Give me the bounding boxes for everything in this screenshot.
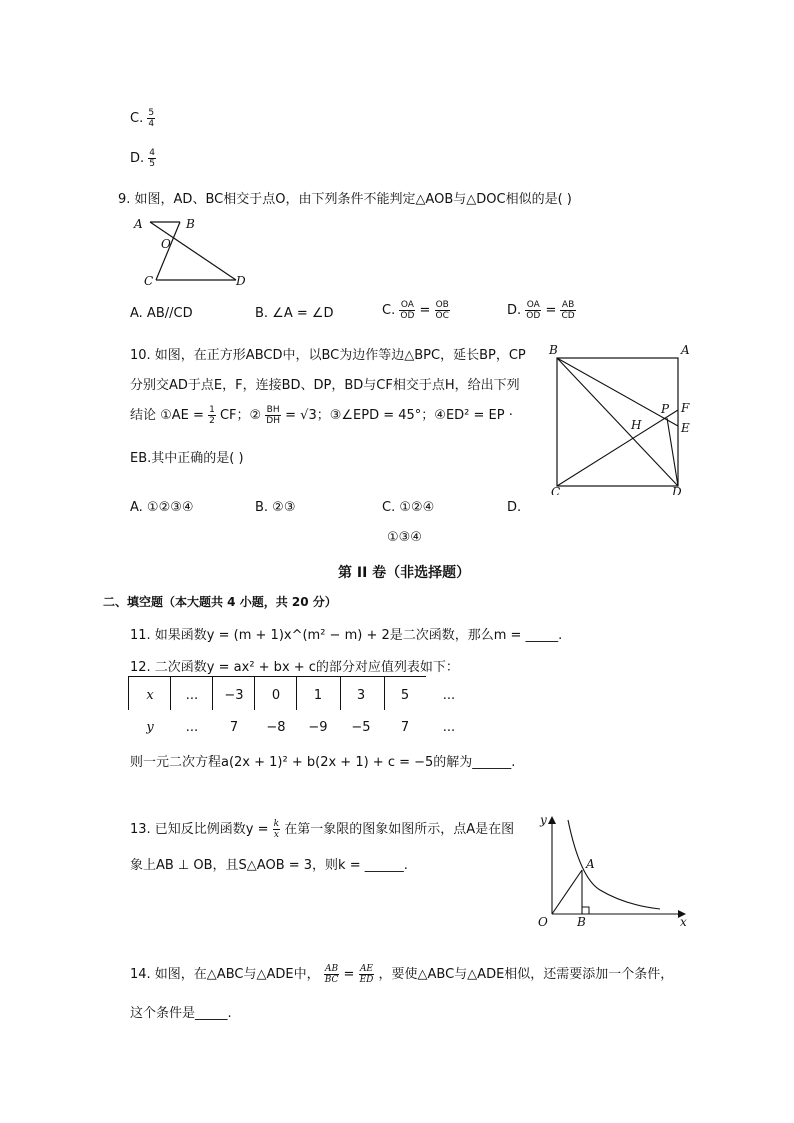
table-cell: −5 <box>351 720 371 735</box>
table-cell: y <box>146 720 154 735</box>
q9-option-c: C. $\frac{OA}{OD}$ = $\frac{OB}{OC}$ <box>382 300 449 321</box>
label-e: E <box>681 421 690 435</box>
q9-stem: 9. 如图，AD、BC相交于点O，由下列条件不能判定△AOB与△DOC相似的是( ) <box>118 192 572 207</box>
q13-line1: 13. 已知反比例函数y = $\frac{k}{x}$ 在第一象限的图象如图所示，点A是在图 <box>130 819 515 840</box>
table-cell: −8 <box>266 720 286 735</box>
q10-line1: 10. 如图，在正方形ABCD中，以BC为边作等边△BPC，延长BP，CP <box>130 348 526 363</box>
q8-option-c: C. $\frac{5}{4}$ <box>130 108 155 129</box>
q10-line4: EB.其中正确的是( ) <box>130 451 244 466</box>
q9-option-d: D. $\frac{OA}{OD}$ = $\frac{AB}{CD}$ <box>507 300 575 321</box>
label-d: D <box>236 274 246 288</box>
fraction: $\frac{4}{5}$ <box>149 148 156 169</box>
label-h: H <box>631 418 642 432</box>
q12-stem: 12. 二次函数y = ax² + bx + c的部分对应值列表如下： <box>130 660 459 675</box>
q10-option-c: C. ①②④ <box>382 500 435 515</box>
q13-line2: 象上AB ⊥ OB，且S△AOB = 3，则k = ______. <box>130 858 408 873</box>
label-p: P <box>661 402 670 416</box>
label-b: B <box>186 217 195 231</box>
q10-option-b: B. ②③ <box>255 500 296 515</box>
q13-figure <box>530 808 700 933</box>
label-a: A <box>586 857 595 871</box>
table-cell: 7 <box>400 720 410 735</box>
q9-figure <box>128 210 258 295</box>
label-c: C <box>551 485 561 495</box>
label-a: A <box>681 343 690 357</box>
label-a: A <box>134 217 143 231</box>
label-x: x <box>680 915 687 929</box>
table-cell: 1 <box>313 688 323 703</box>
table-cell: 5 <box>400 688 410 703</box>
table-cell: ... <box>442 688 456 703</box>
label-y: y <box>540 813 547 827</box>
label-o: O <box>538 915 548 929</box>
fraction: $\frac{5}{4}$ <box>148 108 155 129</box>
label-c: C <box>144 274 154 288</box>
label-f: F <box>681 401 690 415</box>
table-cell: ... <box>185 688 199 703</box>
table-cell: −3 <box>224 688 244 703</box>
q10-line3: 结论 ①AE = $\frac{1}{2}$ CF；② $\frac{BH}{DH}$ = √3；③∠EPD = 45°；④ED² = EP · <box>130 405 513 426</box>
part2-header: 二、填空题（本大题共 4 小题，共 20 分） <box>103 595 337 609</box>
table-cell: 3 <box>356 688 366 703</box>
label-b: B <box>577 915 586 929</box>
q10-line2: 分别交AD于点E，F，连接BD、DP，BD与CF相交于点H，给出下列 <box>130 378 520 393</box>
table-cell: −9 <box>308 720 328 735</box>
label-d: D <box>672 485 682 495</box>
q8-option-d: D. $\frac{4}{5}$ <box>130 148 156 169</box>
q10-figure <box>545 340 705 495</box>
table-cell: x <box>146 688 154 703</box>
table-cell: ... <box>442 720 456 735</box>
q9-option-b: B. ∠A = ∠D <box>255 306 334 321</box>
q9-option-a: A. AB//CD <box>130 306 193 321</box>
section-title: 第 II 卷（非选择题） <box>338 565 471 581</box>
label-o: O <box>161 237 171 251</box>
label-b: B <box>549 343 558 357</box>
q14-line1: 14. 如图，在△ABC与△ADE中， $\frac{AB}{BC}$ = $\frac{AE}{ED}$ ，要使△ABC与△ADE相似，还需要添加一个条件， <box>130 964 674 985</box>
table-cell: ... <box>185 720 199 735</box>
q10-option-d-content: ①③④ <box>387 530 422 545</box>
q10-option-d: D. <box>507 500 522 515</box>
q10-option-a: A. ①②③④ <box>130 500 194 515</box>
table-cell: 0 <box>271 688 281 703</box>
table-cell: 7 <box>229 720 239 735</box>
q11-stem: 11. 如果函数y = (m + 1)x^(m² − m) + 2是二次函数，那么m = _____. <box>130 628 563 643</box>
q12-conclusion: 则一元二次方程a(2x + 1)² + b(2x + 1) + c = −5的解为______. <box>130 755 516 770</box>
q14-line2: 这个条件是_____. <box>130 1006 232 1021</box>
